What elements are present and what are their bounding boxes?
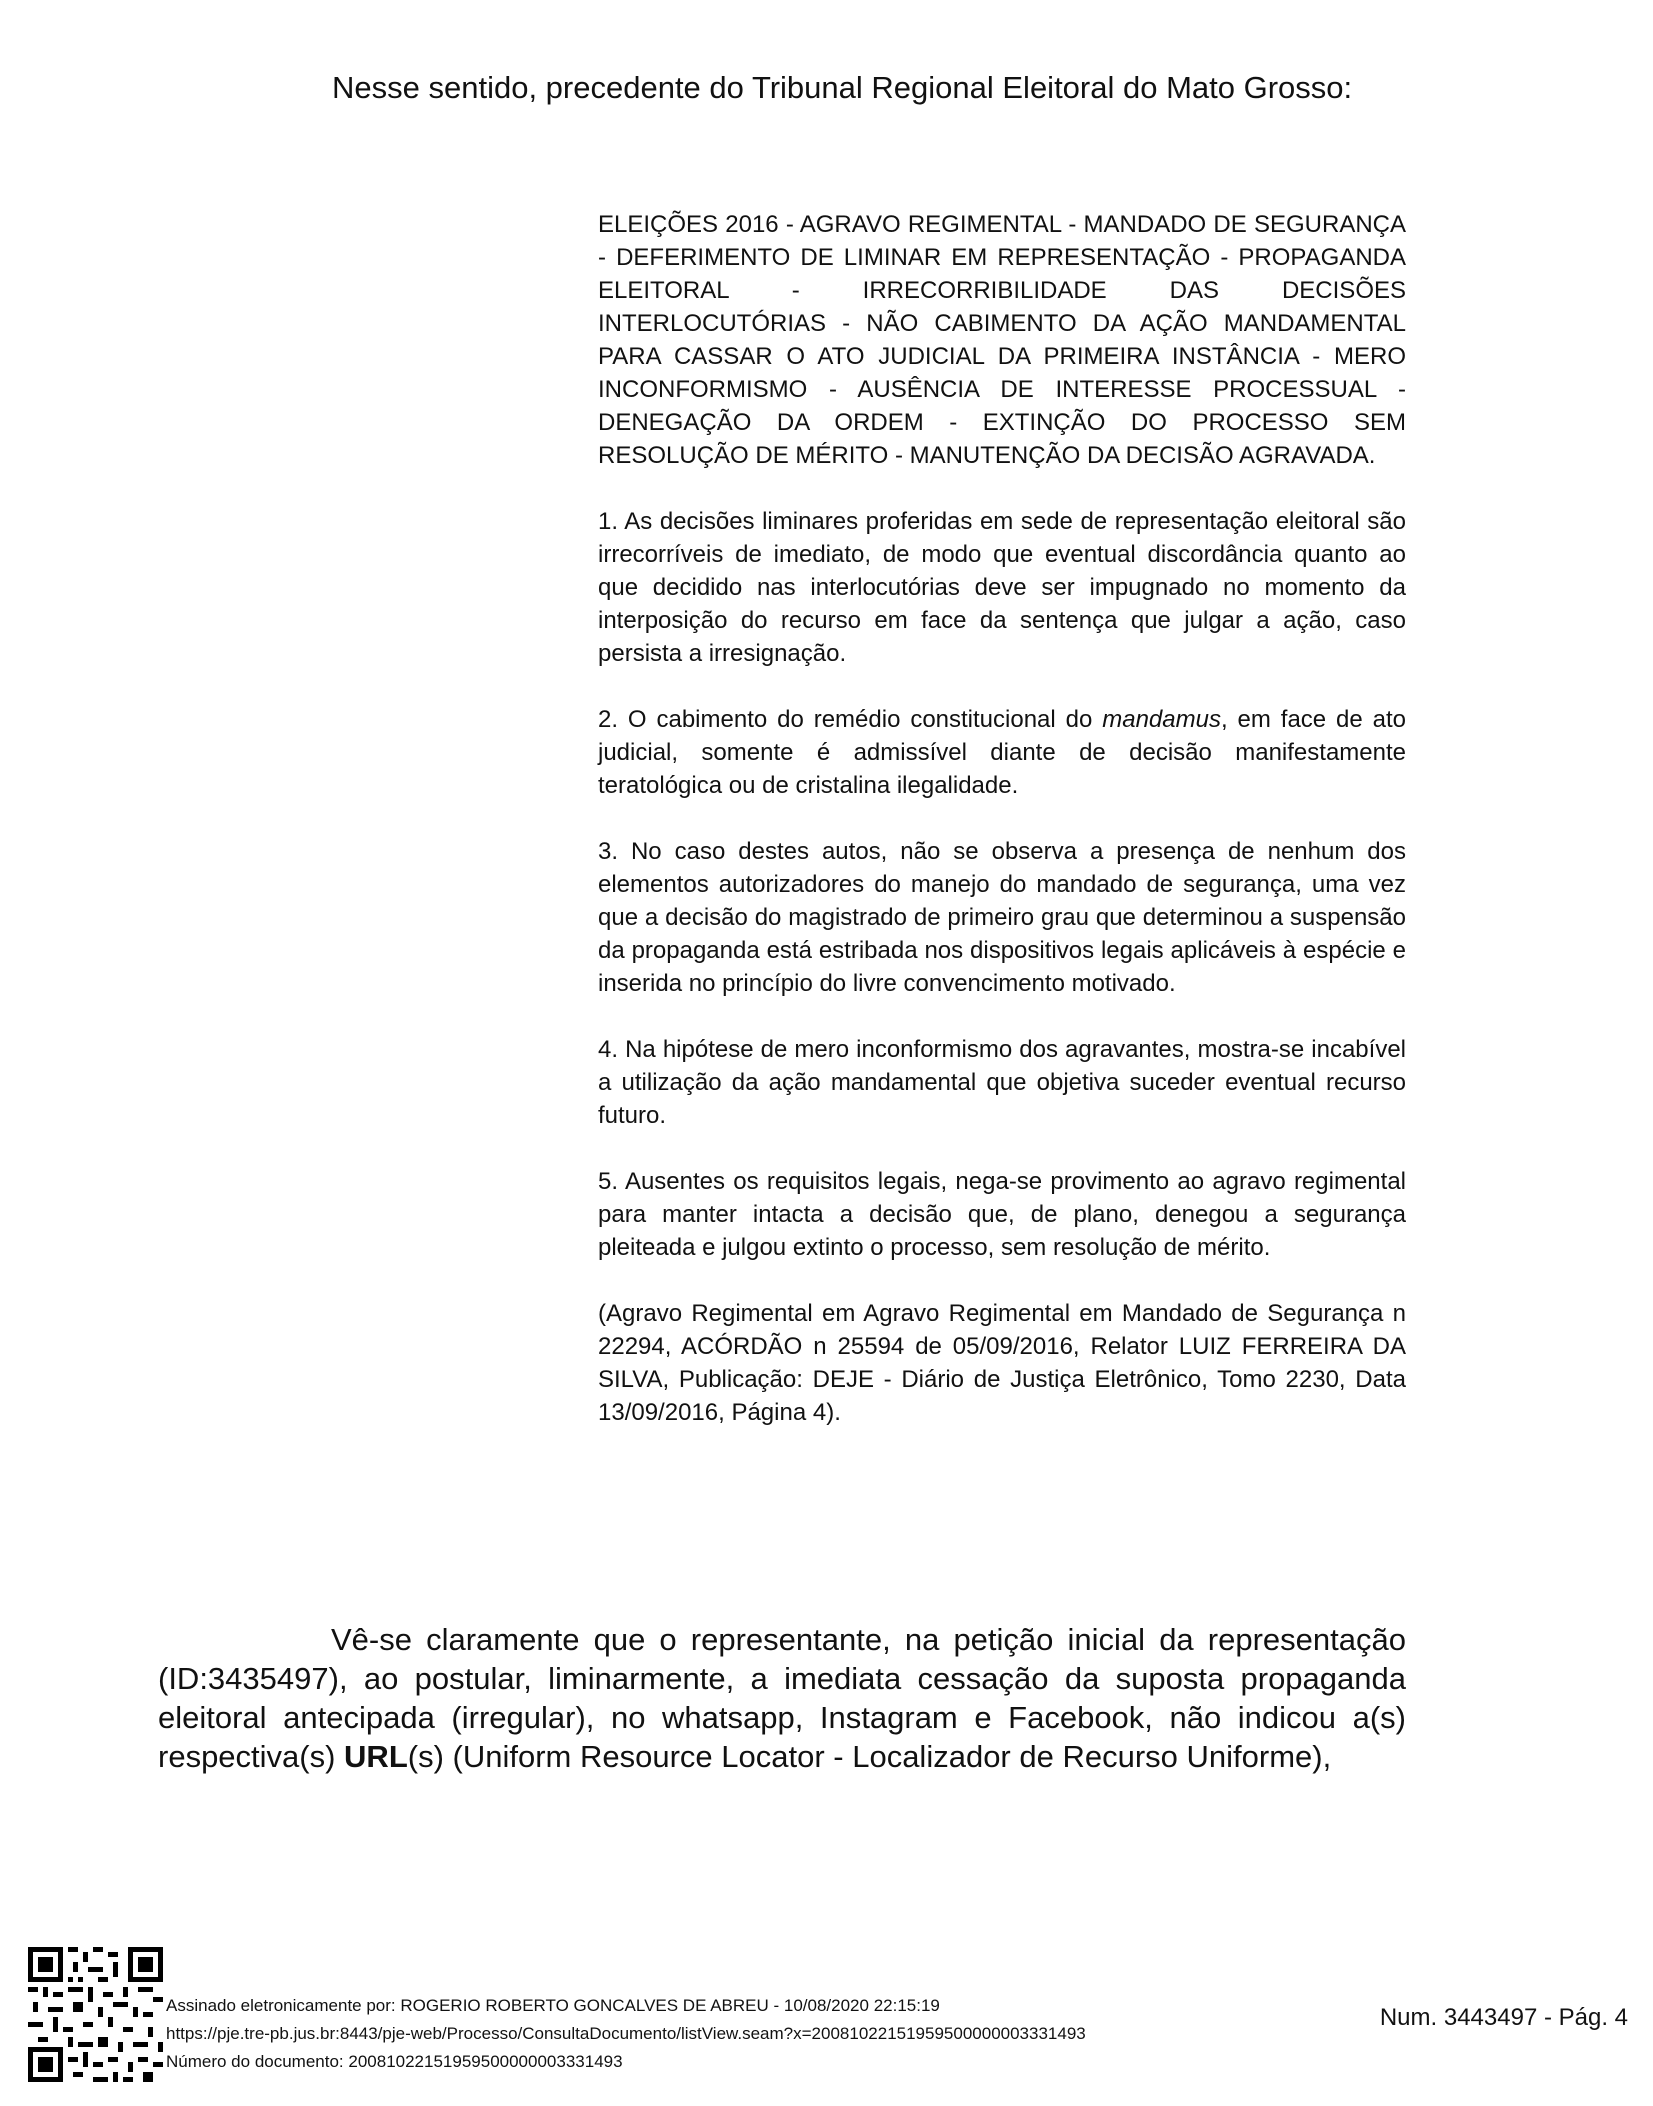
signature-block — [166, 1992, 1086, 2076]
intro-sentence: Nesse sentido, precedente do Tribunal Regional Eleitoral do Mato Grosso: — [332, 70, 1353, 105]
quote-item-2-end: , em face de ato judicial, somente é admissível diante de decisão manifestamente teratológica ou de cristalina ilegalidade. — [598, 706, 1406, 799]
quote-item-4: 4. Na hipótese de mero inconformismo dos agravantes, mostra-se incabível a utilização da ação mandamental que objetiva suceder eventual recurso futuro. — [598, 1036, 1406, 1129]
quote-item-3: 3. No caso destes autos, não se observa a presença de nenhum dos elementos autorizadores do manejo do mandado de segurança, uma vez que a decisão do magistrado de primeiro grau que determinou a suspensão da propaganda está estribada nos dispositivos legais aplicáveis à espécie e inserida no princípio do livre convencimento motivado. — [598, 838, 1406, 997]
page-reference: Num. 3443497 - Pág. 4 — [1379, 2004, 1628, 2031]
body-text-bold-url: URL — [344, 1739, 408, 1774]
quote-item-2 — [598, 703, 1406, 802]
body-paragraph-text — [158, 1620, 1406, 1776]
quote-item-2-italic: mandamus — [1102, 706, 1221, 733]
quote-item-2-start: 2. O cabimento do remédio constitucional do — [598, 706, 1103, 733]
quote-citation: (Agravo Regimental em Agravo Regimental em Mandado de Segurança n 22294, ACÓRDÃO n 25594 de 05/09/2016, Relator LUIZ FERREIRA DA SILVA, Publicação: DEJE - Diário de Justiça Eletrônico, Tomo 2230, Data 13/09/2016, Página 4). — [598, 1300, 1406, 1426]
document-number-line: Número do documento: 20081022151959500000003331493 — [166, 2052, 623, 2071]
document-url-line[interactable]: https://pje.tre-pb.jus.br:8443/pje-web/Processo/ConsultaDocumento/listView.seam?x=20081022151959500000003331493 — [166, 2024, 1086, 2043]
qr-code-icon — [28, 1947, 163, 2082]
body-text-start: Vê-se claramente que o representante, na petição inicial da representação (ID:3435497), ao postular, liminarmente, a imediata cessação da suposta propaganda eleitoral antecipada (irregular), no whatsapp, Instagram e Facebook, não indicou a(s) respectiva(s) — [158, 1622, 1406, 1774]
jurisprudence-quote — [598, 208, 1406, 1429]
body-text-end: (s) (Uniform Resource Locator - Localizador de Recurso Uniforme), — [407, 1739, 1332, 1774]
quote-ementa: ELEIÇÕES 2016 - AGRAVO REGIMENTAL - MANDADO DE SEGURANÇA - DEFERIMENTO DE LIMINAR EM REPRESENTAÇÃO - PROPAGANDA ELEITORAL - IRRECORRIBILIDADE DAS DECISÕES INTERLOCUTÓRIAS - NÃO CABIMENTO DA AÇÃO MANDAMENTAL PARA CASSAR O ATO JUDICIAL DA PRIMEIRA INSTÂNCIA - MERO INCONFORMISMO - AUSÊNCIA DE INTERESSE PROCESSUAL - DENEGAÇÃO DA ORDEM - EXTINÇÃO DO PROCESSO SEM RESOLUÇÃO DE MÉRITO - MANUTENÇÃO DA DECISÃO AGRAVADA. — [598, 211, 1406, 469]
signed-by-line: Assinado eletronicamente por: ROGERIO ROBERTO GONCALVES DE ABREU - 10/08/2020 22:15:19 — [166, 1996, 940, 2015]
quote-item-1: 1. As decisões liminares proferidas em sede de representação eleitoral são irrecorríveis de imediato, de modo que eventual discordância quanto ao que decidido nas interlocutórias deve ser impugnado no momento da interposição do recurso em face da sentença que julgar a ação, caso persista a irresignação. — [598, 508, 1406, 667]
body-paragraph — [158, 1620, 1406, 1776]
quote-item-5: 5. Ausentes os requisitos legais, nega-se provimento ao agravo regimental para manter intacta a decisão que, de plano, denegou a segurança pleiteada e julgou extinto o processo, sem resolução de mérito. — [598, 1168, 1406, 1261]
